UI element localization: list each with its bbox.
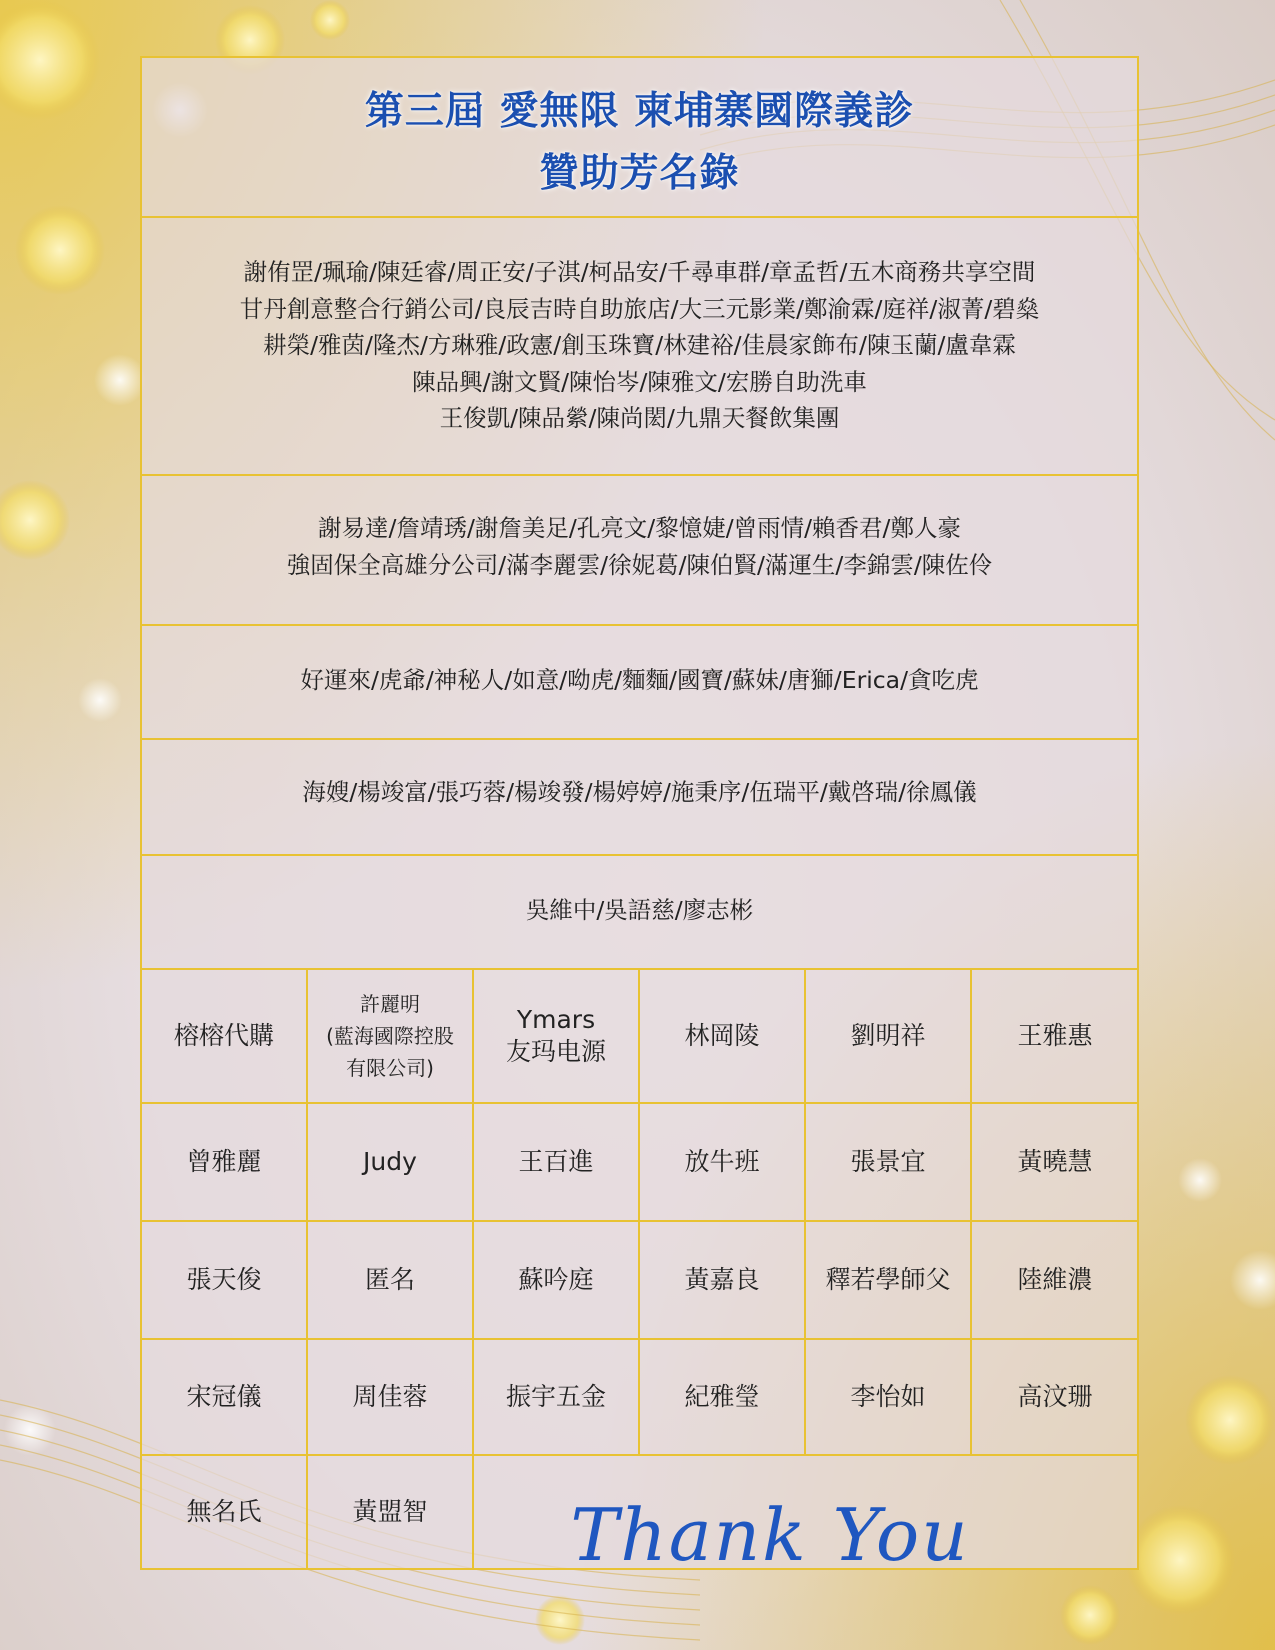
grid-cell: 劉明祥 xyxy=(850,1020,926,1050)
sponsor-line: 耕榮/雅茵/隆杰/方琳雅/政憲/創玉珠寶/林建裕/佳晨家飾布/陳玉蘭/盧韋霖 xyxy=(263,331,1016,359)
grid-cell: 宋冠儀 xyxy=(186,1381,262,1411)
grid-cell: 榕榕代購 xyxy=(173,1020,274,1050)
grid-cell: 王百進 xyxy=(518,1146,594,1176)
sponsor-section-4 xyxy=(182,774,1097,811)
grid-cell: 高汶珊 xyxy=(1017,1381,1093,1411)
grid-cell: 許麗明 (藍海國際控股 有限公司) xyxy=(326,992,454,1080)
grid-cell: 林岡陵 xyxy=(684,1020,760,1050)
grid-cell: Judy xyxy=(363,1146,417,1176)
sponsor-line: 海嫂/楊竣富/張巧蓉/楊竣發/楊婷婷/施秉序/伍瑞平/戴啓瑞/徐鳳儀 xyxy=(302,778,977,806)
divider xyxy=(142,216,1137,218)
sponsor-line: 吳維中/吳語慈/廖志彬 xyxy=(525,896,754,924)
grid-cell: 紀雅瑩 xyxy=(684,1381,760,1411)
grid-cell: 張天俊 xyxy=(186,1264,262,1294)
divider xyxy=(142,474,1137,476)
grid-cell: 王雅惠 xyxy=(1017,1020,1093,1050)
grid-cell: 黃曉慧 xyxy=(1017,1146,1093,1176)
sponsor-section-2 xyxy=(182,510,1097,583)
grid-cell: 黃盟智 xyxy=(352,1496,428,1526)
sponsor-line: 謝易達/詹靖琇/謝詹美足/孔亮文/黎憶婕/曾雨情/賴香君/鄭人豪 xyxy=(318,514,961,542)
sponsor-line: 王俊凱/陳品縈/陳尚閎/九鼎天餐飲集團 xyxy=(439,404,840,432)
sponsor-section-1 xyxy=(182,254,1097,437)
sponsor-section-3 xyxy=(182,662,1097,699)
grid-cell: 蘇吟庭 xyxy=(518,1264,594,1294)
sponsor-section-5 xyxy=(182,892,1097,929)
grid-cell: 曾雅麗 xyxy=(186,1146,262,1176)
page-title: 第三屆 愛無限 柬埔寨國際義診 xyxy=(364,89,915,134)
divider xyxy=(142,738,1137,740)
sponsor-line: 謝侑罡/珮瑜/陳廷睿/周正安/子淇/柯品安/千尋車群/章孟哲/五木商務共享空間 xyxy=(243,258,1036,286)
grid-cell: 李怡如 xyxy=(850,1381,926,1411)
divider xyxy=(142,624,1137,626)
grid-cell: 釋若學師父 xyxy=(825,1264,951,1294)
grid-cell: 振宇五金 xyxy=(505,1381,606,1411)
sponsor-line: 好運來/虎爺/神秘人/如意/呦虎/麵麵/國寶/蘇妹/唐獅/Erica/貪吃虎 xyxy=(300,666,979,694)
grid-cell: 黃嘉良 xyxy=(684,1264,760,1294)
thank-you-script: Thank You xyxy=(570,1493,970,1577)
grid-cell: 放牛班 xyxy=(684,1146,760,1176)
grid-cell: 張景宜 xyxy=(850,1146,926,1176)
grid-cell: 匿名 xyxy=(364,1264,415,1294)
grid-cell: 無名氏 xyxy=(186,1496,262,1526)
sponsor-line: 甘丹創意整合行銷公司/良辰吉時自助旅店/大三元影業/鄭渝霖/庭祥/淑菁/碧燊 xyxy=(239,294,1040,323)
grid-cell: Ymars 友玛电源 xyxy=(505,1004,606,1066)
divider xyxy=(142,854,1137,856)
page-subtitle: 贊助芳名錄 xyxy=(539,151,740,196)
grid-cell: 周佳蓉 xyxy=(352,1381,428,1411)
sponsor-line: 陳品興/謝文賢/陳怡岑/陳雅文/宏勝自助洗車 xyxy=(412,367,867,396)
sponsor-line: 強固保全高雄分公司/滿李麗雲/徐妮葛/陳伯賢/滿運生/李錦雲/陳佐伶 xyxy=(286,550,993,579)
grid-cell: 陸維濃 xyxy=(1017,1264,1093,1294)
sponsor-board xyxy=(140,56,1139,1577)
